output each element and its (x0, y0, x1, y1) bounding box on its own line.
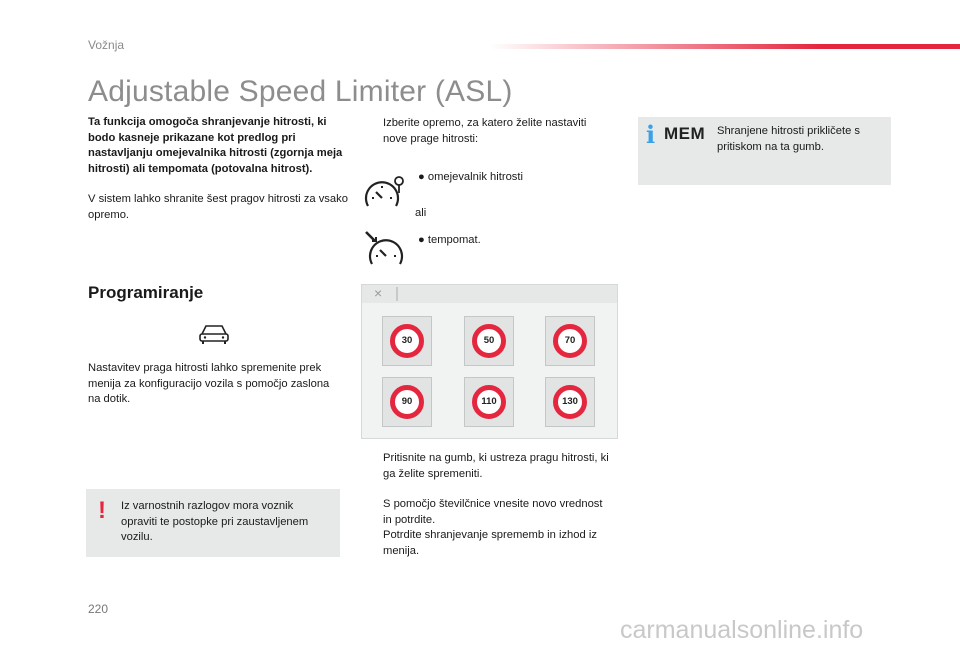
intro-bold-paragraph: Ta funkcija omogoča shranjevanje hitrosti, ki bodo kasneje prikazane kot predlog pri nastavljanju omejevalnika hitrosti (zgornja meja hitrosti) ali tempomata (potovalna hitrost). (88, 116, 343, 175)
watermark: carmanualsonline.info (620, 616, 864, 644)
or-label: ali (415, 207, 427, 219)
speed-presets-screen (361, 284, 618, 439)
speed-preset-button[interactable] (545, 316, 595, 366)
page-title: Adjustable Speed Limiter (ASL) (88, 75, 513, 108)
warning-text: Iz varnostnih razlogov mora voznik opraviti te postopke pri zaustavljenem vozilu. (121, 500, 309, 543)
option-speed-limiter: ● omejevalnik hitrosti (418, 171, 523, 183)
section-title: Vožnja (88, 38, 125, 52)
programming-heading: Programiranje (88, 283, 204, 302)
speed-preset-button[interactable] (382, 377, 432, 427)
speed-sign: 50 (472, 324, 506, 358)
speed-limiter-icon (363, 172, 405, 214)
speed-sign: 70 (553, 324, 587, 358)
car-settings-icon (197, 320, 231, 346)
header-accent-bar (490, 44, 960, 49)
cruise-control-icon (363, 228, 405, 270)
toolbar-divider (396, 287, 398, 301)
speed-sign: 110 (472, 385, 506, 419)
info-icon: i (646, 120, 656, 149)
speed-sign: 90 (390, 385, 424, 419)
close-icon[interactable]: × (374, 285, 383, 301)
option-cruise-control: ● tempomat. (418, 234, 481, 246)
speed-preset-button[interactable] (545, 377, 595, 427)
info-text: Shranjene hitrosti prikličete s pritiskom na ta gumb. (717, 125, 861, 153)
screen-toolbar (362, 285, 617, 303)
mem-button-label: MEM (664, 124, 706, 143)
speed-preset-button[interactable] (382, 316, 432, 366)
speed-preset-button[interactable] (464, 377, 514, 427)
intro-paragraph: V sistem lahko shranite šest pragov hitrosti za vsako opremo. (88, 193, 348, 221)
speed-preset-button[interactable] (464, 316, 514, 366)
page-number: 220 (88, 602, 109, 616)
programming-paragraph: Nastavitev praga hitrosti lahko spremenite prek menija za konfiguracijo vozila s pomočjo zaslona na dotik. (88, 362, 330, 405)
warning-icon: ! (98, 497, 106, 524)
speed-sign: 30 (390, 324, 424, 358)
speed-sign: 130 (553, 385, 587, 419)
